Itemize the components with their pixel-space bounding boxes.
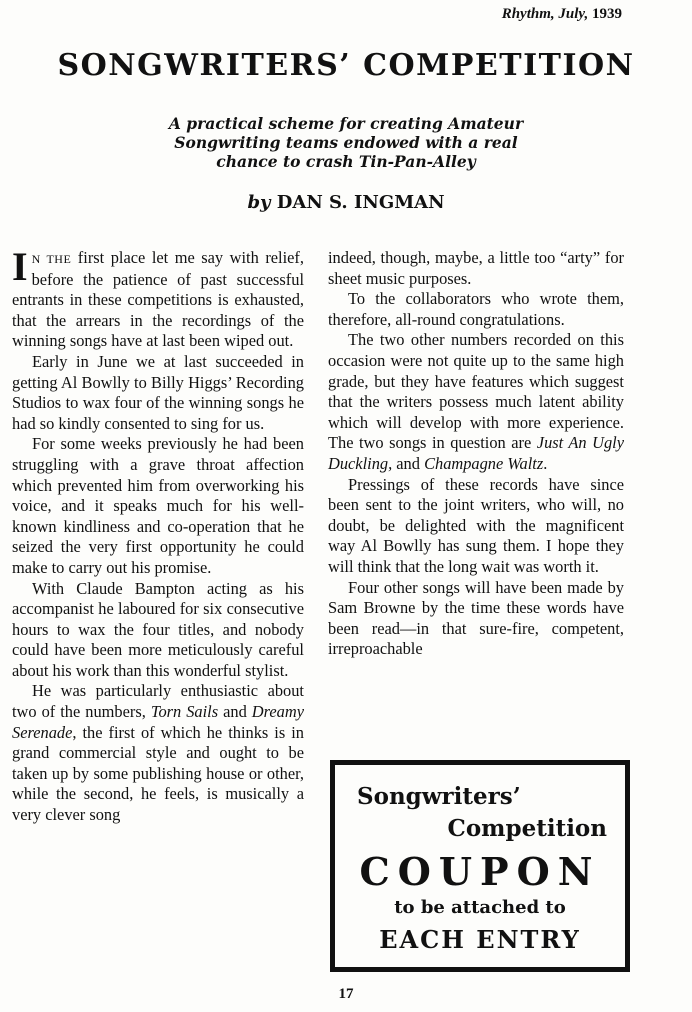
song-title: Torn Sails — [150, 702, 219, 722]
coupon-line-3: COUPON — [359, 849, 601, 894]
magazine-issue: Rhythm, July, — [501, 6, 589, 22]
paragraph-4: With Claude Bampton acting as his accompanist he laboured for six consecutive hours to wax the four titles, and nobody could have been more meticulously careful about his work than this wonderful stylist. — [12, 578, 304, 680]
paragraph-3: For some weeks previously he had been struggling with a grave throat affection which prevented him from overworking his voice, and it speaks much for his well-known kindliness and co-operation that he seized the very first opportunity he could make to carry out his promise. — [12, 434, 304, 577]
coupon-line-2: Competition — [447, 815, 607, 842]
song-title: Just An Ugly Duckling, — [328, 433, 624, 473]
opening-small-caps: N THE — [31, 252, 72, 266]
page-number: 17 — [338, 986, 354, 1002]
paragraph-5 — [12, 681, 304, 825]
paragraph-7-text-a: The two other numbers recorded on this occasion were not quite up to the same high grade, but they have features which suggest that the writers possess much latent ability which will develop with more experience. The two songs in question are — [328, 330, 624, 453]
byline — [0, 192, 692, 213]
article-headline: SONGWRITERS’ COMPETITION — [57, 48, 635, 83]
issue-year: 1939 — [592, 6, 622, 22]
paragraph-2: Early in June we at last succeeded in getting Al Bowlly to Billy Higgs’ Recording Studios to wax four of the winning songs he had so kindly consented to sing for us. — [12, 351, 304, 433]
author-name: DAN S. INGMAN — [276, 192, 445, 213]
paragraph-7 — [328, 330, 624, 474]
song-title: Dreamy Serenade — [12, 702, 304, 742]
paragraph-1-text: first place let me say with relief, before the patience of past successful entrants in these competitions is exhausted, that the arrears in the recordings of the winning songs have at last been wiped out. — [12, 248, 304, 351]
coupon-line-4: to be attached to — [394, 897, 566, 918]
paragraph-5-text-c: , the first of which he thinks is in grand commercial style and ought to be taken up by some publishing house or other, while the second, he feels, is musically a very clever song — [12, 722, 304, 825]
song-title: Champagne Waltz — [424, 453, 544, 473]
paragraph-7-text-b: and — [392, 453, 425, 473]
running-head — [502, 6, 622, 23]
article-subtitle — [60, 114, 632, 171]
competition-coupon — [330, 760, 630, 972]
paragraph-5-text-a: He was particularly enthusiastic about two of the numbers, — [12, 681, 304, 722]
paragraph-6: To the collaborators who wrote them, therefore, all-round congratulations. — [328, 289, 624, 329]
paragraph-1 — [12, 244, 304, 352]
right-column — [328, 248, 624, 660]
subtitle-line-1: A practical scheme for creating Amateur — [168, 114, 524, 133]
coupon-line-1: Songwriters’ — [357, 783, 521, 810]
coupon-line-5: EACH ENTRY — [379, 925, 581, 954]
paragraph-continued: indeed, though, maybe, a little too “arty” for sheet music purposes. — [328, 248, 624, 288]
paragraph-7-text-c: . — [543, 453, 548, 473]
byline-prefix: by — [247, 192, 271, 213]
paragraph-9: Four other songs will have been made by Sam Browne by the time these words have been read—in that sure-fire, competent, irreproachable — [328, 577, 624, 659]
paragraph-8: Pressings of these records have since been sent to the joint writers, who will, no doubt, be delighted with the magnificent way Al Bowlly has sung them. I hope they will think that the long wait was worth it. — [328, 474, 624, 576]
subtitle-line-2: Songwriting teams endowed with a real — [174, 133, 518, 152]
left-column — [12, 244, 304, 826]
drop-cap: I — [12, 244, 28, 289]
paragraph-5-text-b: and — [218, 702, 252, 722]
subtitle-line-3: chance to crash Tin-Pan-Alley — [216, 152, 476, 171]
